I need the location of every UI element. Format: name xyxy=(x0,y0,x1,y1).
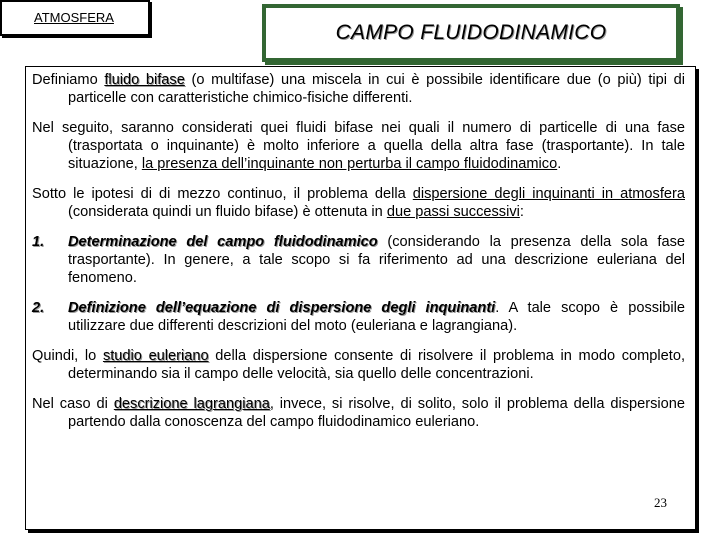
list-number: 2. xyxy=(32,300,45,316)
text-run: . A tale scopo è possibile utilizzare due differenti descrizioni del moto (euleriana e lagrangiana). xyxy=(68,300,686,334)
emphasis-no-perturbation: la presenza dell’inquinante non perturba il campo fluidodinamico xyxy=(141,156,558,172)
term-studio-euleriano: studio euleriano xyxy=(102,348,209,364)
emphasis-due-passi: due passi successivi xyxy=(386,204,520,220)
slide-title: CAMPO FLUIDODINAMICO xyxy=(335,21,607,44)
text-run: della dispersione consente di risolvere il problema in modo completo, determinando sia il campo delle velocità, sia quello delle concentrazioni. xyxy=(68,348,686,382)
list-item-2 xyxy=(32,299,685,335)
text-run: . xyxy=(557,156,562,172)
paragraph-eulerian xyxy=(32,347,685,383)
text-run: (considerando la presenza della sola fase trasportante). In genere, a tale scopo si fa riferimento ad una descrizione euleriana del fenomeno. xyxy=(68,234,685,286)
text-run: Nel caso di xyxy=(32,396,114,412)
paragraph-hypothesis xyxy=(32,119,685,173)
step-title: Determinazione del campo fluidodinamico xyxy=(68,234,378,250)
text-run: : xyxy=(519,204,524,220)
paragraph-definition xyxy=(32,71,685,107)
text-run: Quindi, lo xyxy=(32,348,103,364)
term-descrizione-lagrangiana: descrizione lagrangiana xyxy=(113,396,270,412)
text-run: , invece, si risolve, di solito, solo il problema della dispersione partendo dalla conoscenza del campo fluidodinamico euleriano. xyxy=(68,396,685,430)
list-number: 1. xyxy=(32,234,45,250)
term-fluido-bifase: fluido bifase xyxy=(104,72,185,88)
list-item-1 xyxy=(32,233,685,287)
step-title: Definizione dell’equazione di dispersione degli inquinanti xyxy=(68,300,496,316)
section-label: ATMOSFERA xyxy=(0,0,150,36)
paragraph-lagrangian xyxy=(32,395,685,431)
text-run: Definiamo xyxy=(32,72,105,88)
text-run: Nel seguito, saranno considerati quei fluidi bifase nei quali il numero di particelle di una fase (trasportata o inquinante) è molto inferiore a quella della altra fase (trasportante). In tale situazione, xyxy=(32,120,685,172)
title-box xyxy=(262,4,680,62)
text-run: (o multifase) una miscela in cui è possibile identificare due (o più) tipi di particelle con caratteristiche chimico-fisiche differenti. xyxy=(68,72,685,106)
text-run: Sotto le ipotesi di di mezzo continuo, il problema della xyxy=(32,186,413,202)
page-number: 23 xyxy=(654,495,667,510)
paragraph-two-steps xyxy=(32,185,685,221)
text-run: (considerata quindi un fluido bifase) è ottenuta in xyxy=(68,204,387,220)
emphasis-dispersione: dispersione degli inquinanti in atmosfera xyxy=(412,186,685,202)
content-box xyxy=(25,66,696,530)
